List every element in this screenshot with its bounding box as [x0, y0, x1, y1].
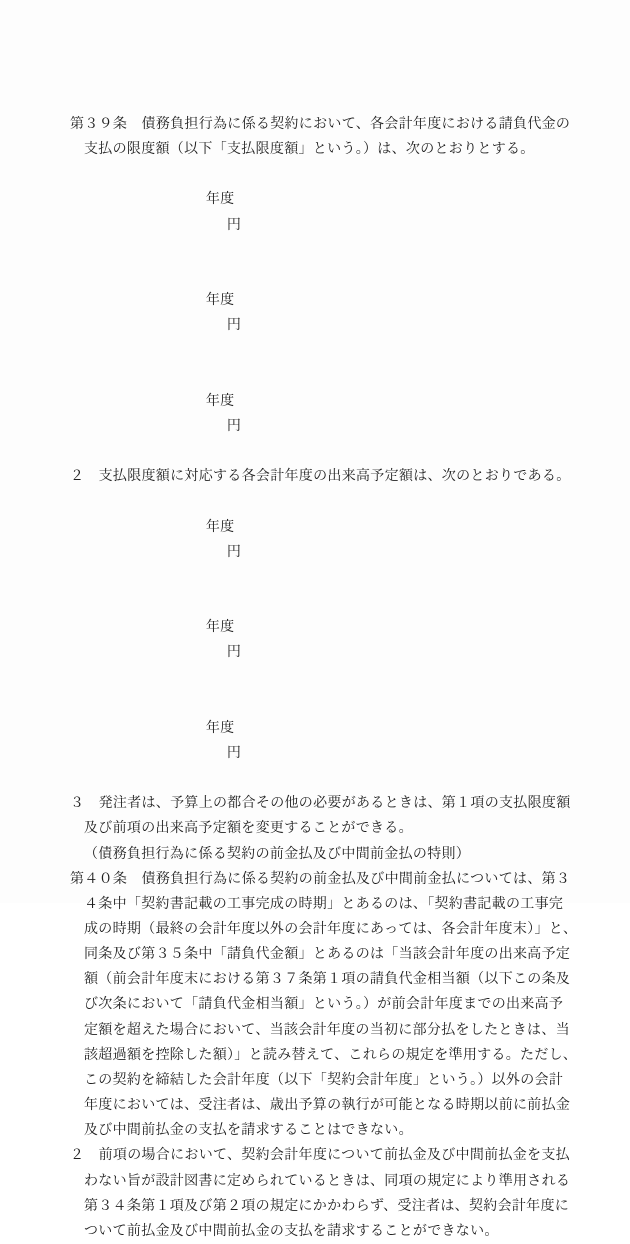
article-40-head-line: 第４０条 債務負担行為に係る契約の前金払及び中間前金払については、第３ [70, 871, 571, 887]
body-text-line: 該超過額を控除した額）」と読み替えて、これらの規定を準用する。ただし、 [84, 1047, 578, 1063]
schedule-row [70, 489, 578, 590]
body-text-line: わない旨が設計図書に定められているときは、同項の規定により準用される [84, 1173, 571, 1189]
fiscal-year-label: 年度 [205, 293, 235, 309]
article-39-head-line: 第３９条 債務負担行為に係る契約において、各会計年度における請負代金の [70, 117, 571, 132]
body-text-line: 同条及び第３５条中「請負代金額」とあるのは「当該会計年度の出来高予定 [84, 947, 571, 963]
yen-label: 円 [226, 217, 242, 233]
body-text-line: 及び前項の出来高予定額を変更することができる。 [84, 821, 413, 837]
fiscal-year-label: 年度 [205, 519, 235, 535]
article-39-paragraph-2-line: ２ 支払限度額に対応する各会計年度の出来高予定額は、次のとおりである。 [70, 469, 571, 485]
schedule-row [70, 162, 578, 263]
body-text-line: ４条中「契約書記載の工事完成の時期」とあるのは、「契約書記載の工事完 [84, 896, 564, 912]
body-text-line: 支払の限度額（以下「支払限度額」という。）は、次のとおりとする。 [84, 142, 535, 158]
yen-label: 円 [226, 645, 242, 661]
schedule-row [70, 691, 578, 792]
schedule-row [70, 263, 578, 364]
body-text-line: び次条において「請負代金相当額」という。）が前会計年度までの出来高予 [84, 997, 564, 1013]
schedule-row [70, 364, 578, 465]
document-text-block [70, 112, 578, 1244]
body-text-line: 成の時期（最終の会計年度以外の会計年度にあっては、各会計年度末）」と、 [84, 922, 578, 937]
yen-label: 円 [226, 318, 242, 334]
fiscal-year-label: 年度 [205, 393, 235, 409]
body-text-line: 年度においては、受注者は、歳出予算の執行が可能となる時期以前に前払金 [84, 1098, 571, 1114]
article-40-caption-line: （債務負担行為に係る契約の前金払及び中間前金払の特則） [84, 846, 471, 862]
body-text-line: 定額を超えた場合において、当該会計年度の当初に部分払をしたときは、当 [84, 1022, 570, 1038]
body-text-line: この契約を締結した会計年度（以下「契約会計年度」という。）以外の会計 [84, 1072, 564, 1088]
yen-label: 円 [226, 544, 242, 560]
fiscal-year-label: 年度 [205, 720, 235, 736]
body-text-line: ついて前払金及び中間前払金の支払を請求することができない。 [84, 1223, 499, 1239]
yen-label: 円 [226, 418, 242, 434]
fiscal-year-label: 年度 [205, 620, 235, 636]
article-40-paragraph-2-line: ２ 前項の場合において、契約会計年度について前払金及び中間前払金を支払 [70, 1148, 570, 1164]
body-text-line: 第３４条第１項及び第２項の規定にかかわらず、受注者は、契約会計年度に [84, 1198, 570, 1214]
fiscal-year-label: 年度 [205, 192, 235, 208]
schedule-row [70, 590, 578, 691]
body-text-line: 及び中間前払金の支払を請求することはできない。 [84, 1123, 413, 1139]
article-39-paragraph-3-line: ３ 発注者は、予算上の都合その他の必要があるときは、第１項の支払限度額 [70, 796, 571, 812]
body-text-line: 額（前会計年度末における第３７条第１項の請負代金相当額（以下この条及 [84, 972, 571, 988]
yen-label: 円 [226, 745, 242, 761]
